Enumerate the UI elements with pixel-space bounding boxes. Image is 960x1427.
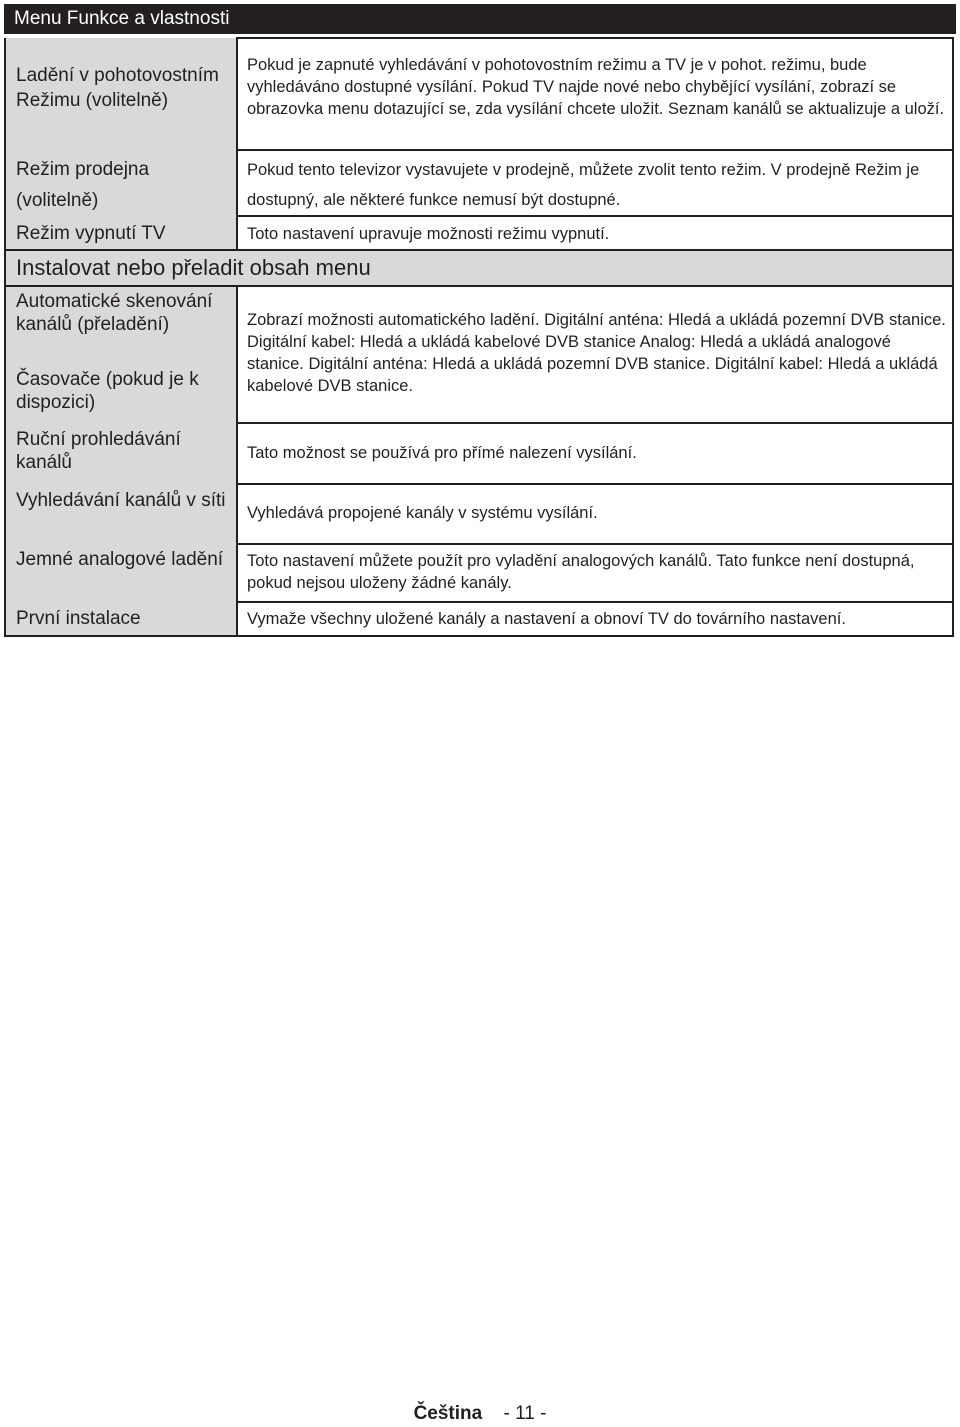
- row-label: Vyhledávání kanálů v síti: [5, 484, 237, 544]
- page-footer: [0, 1402, 960, 1426]
- table-row: [5, 423, 953, 484]
- row-label: Režim prodejna (volitelně): [5, 150, 237, 216]
- row-description: Vyhledává propojené kanály v systému vysílání.: [237, 484, 953, 544]
- page-number: - 11 -: [503, 1403, 547, 1424]
- table-row: [5, 484, 953, 544]
- row-label: Automatické skenování kanálů (přeladění): [5, 286, 237, 422]
- table-row: [5, 602, 953, 636]
- section-title: Instalovat nebo přeladit obsah menu: [5, 250, 953, 286]
- row-label: První instalace: [5, 602, 237, 636]
- footer-language: Čeština: [413, 1403, 483, 1424]
- row-description: Zobrazí možnosti automatického ladění. Digitální anténa: Hledá a ukládá pozemní DVB stanice. Digitální kabel: Hledá a ukládá kabelové DVB stanice Analog: Hledá a ukládá analogové stanice. Digitální anténa: Hledá a ukládá pozemní DVB stanice. Digitální kabel: Hledá a ukládá kabelové DVB stanice.: [237, 286, 953, 423]
- row-label: [5, 369, 237, 423]
- row-label: Ruční prohledávání kanálů: [5, 423, 237, 484]
- page-header: [4, 4, 956, 34]
- header-title: Menu Funkce a vlastnosti: [14, 8, 230, 29]
- row-description: Toto nastavení můžete použít pro vyladění analogových kanálů. Tato funkce není dostupná, pokud nejsou uloženy žádné kanály.: [237, 544, 953, 602]
- table-row: [5, 150, 953, 216]
- row-label: Ladění v pohotovostním Režimu (volitelně): [5, 38, 237, 150]
- section-row: [5, 250, 953, 286]
- row-description: Vymaže všechny uložené kanály a nastavení a obnoví TV do továrního nastavení.: [237, 602, 953, 636]
- row-description: Tato možnost se používá pro přímé nalezení vysílání.: [237, 423, 953, 484]
- row-label: Režim vypnutí TV: [5, 216, 237, 250]
- table-row: [5, 544, 953, 602]
- row-description: Pokud je zapnuté vyhledávání v pohotovostním režimu a TV je v pohot. režimu, bude vyhledáváno dostupné vysílání. Pokud TV najde nové nebo chybějící vysílání, zobrazí se obrazovka menu dotazující se, zda vysílání chcete uložit. Seznam kanálů se aktualizuje a uloží.: [237, 38, 953, 150]
- menu-features-table: [4, 37, 954, 637]
- row-label: Jemné analogové ladění: [5, 544, 237, 602]
- table-row: [5, 216, 953, 250]
- table-row: [5, 38, 953, 150]
- row-label-text: Časovače (pokud je k dispozici): [16, 369, 199, 413]
- row-description: Toto nastavení upravuje možnosti režimu vypnutí.: [237, 216, 953, 250]
- row-description: Pokud tento televizor vystavujete v prodejně, můžete zvolit tento režim. V prodejně Režim je dostupný, ale některé funkce nemusí být dostupné.: [237, 150, 953, 216]
